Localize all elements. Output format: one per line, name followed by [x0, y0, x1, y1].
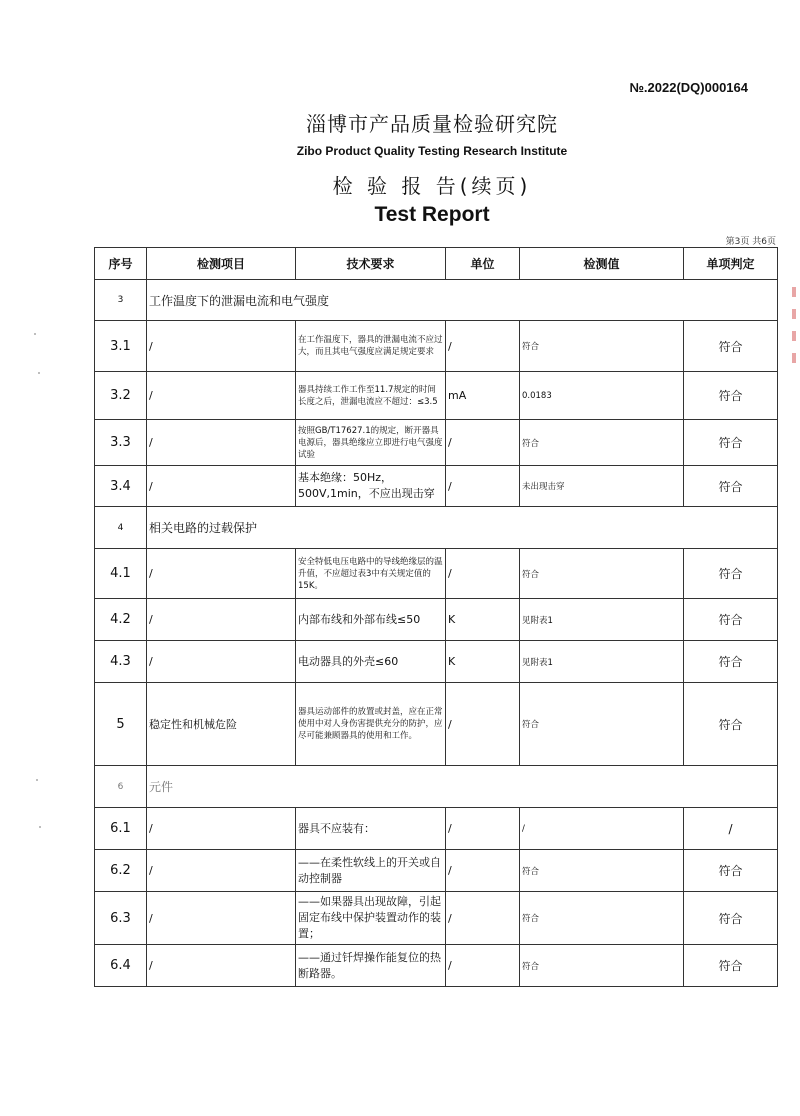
table-row: [95, 372, 778, 420]
table-row: [95, 466, 778, 507]
row-requirement: ——通过钎焊操作能复位的热断路器。: [296, 945, 446, 987]
row-judgement: 符合: [684, 420, 778, 466]
row-item: /: [147, 372, 296, 420]
row-number: 6.4: [95, 945, 147, 987]
row-unit: /: [446, 420, 520, 466]
row-item: /: [147, 892, 296, 945]
section-number: 6: [95, 766, 147, 808]
row-number: 3.3: [95, 420, 147, 466]
row-item: /: [147, 321, 296, 372]
row-value: 符合: [520, 321, 684, 372]
header-unit: 单位: [446, 248, 520, 280]
row-value: 符合: [520, 945, 684, 987]
table-row: [95, 321, 778, 372]
row-item: /: [147, 641, 296, 683]
section-number: 3: [95, 280, 147, 321]
row-value: 符合: [520, 420, 684, 466]
table-row: [95, 808, 778, 850]
row-judgement: 符合: [684, 892, 778, 945]
row-value: 未出现击穿: [520, 466, 684, 507]
report-title-cn: 检 验 报 告(续页): [332, 174, 532, 198]
row-item: /: [147, 466, 296, 507]
row-judgement: 符合: [684, 945, 778, 987]
table-row: [95, 420, 778, 466]
row-judgement: 符合: [684, 321, 778, 372]
row-requirement: 按照GB/T17627.1的规定，断开器具电源后，器具绝缘应立即进行电气强度试验: [296, 420, 446, 466]
row-requirement: 内部布线和外部布线≤50: [296, 599, 446, 641]
row-judgement: 符合: [684, 641, 778, 683]
table-row: [95, 641, 778, 683]
section-title: 相关电路的过载保护: [147, 507, 778, 549]
row-number: 6.1: [95, 808, 147, 850]
row-unit: K: [446, 599, 520, 641]
row-number: 4.3: [95, 641, 147, 683]
table-row: [95, 599, 778, 641]
row-number: 3.1: [95, 321, 147, 372]
header-value: 检测值: [520, 248, 684, 280]
row-unit: /: [446, 808, 520, 850]
row-judgement: /: [684, 808, 778, 850]
row-requirement: ——在柔性软线上的开关或自动控制器: [296, 850, 446, 892]
row-number: 3.2: [95, 372, 147, 420]
table-header-row: [95, 248, 778, 280]
row-item: 稳定性和机械危险: [147, 683, 296, 766]
row-item: /: [147, 850, 296, 892]
page-indicator: 第3页 共6页: [725, 237, 776, 247]
row-number: 5: [95, 683, 147, 766]
section-row: [95, 507, 778, 549]
header-item: 检测项目: [147, 248, 296, 280]
row-requirement: 器具不应装有：: [296, 808, 446, 850]
institute-name-cn: 淄博市产品质量检验研究院: [306, 112, 558, 136]
row-judgement: 符合: [684, 372, 778, 420]
row-item: /: [147, 420, 296, 466]
section-title: 元件: [147, 766, 778, 808]
test-report-table: [94, 247, 778, 987]
table-row: [95, 892, 778, 945]
row-requirement: 器具运动部件的放置或封盖，应在正常使用中对人身伤害提供充分的防护，应尽可能兼顾器具的使用和工作。: [296, 683, 446, 766]
row-judgement: 符合: [684, 549, 778, 599]
row-requirement: 器具持续工作工作至11.7规定的时间长度之后，泄漏电流应不超过：≤3.5: [296, 372, 446, 420]
table-row: [95, 850, 778, 892]
row-requirement: 安全特低电压电路中的导线绝缘层的温升值，不应超过表3中有关规定值的15K。: [296, 549, 446, 599]
row-unit: K: [446, 641, 520, 683]
row-value: 见附表1: [520, 599, 684, 641]
row-judgement: 符合: [684, 683, 778, 766]
row-item: /: [147, 549, 296, 599]
row-unit: /: [446, 549, 520, 599]
table-row: [95, 683, 778, 766]
row-unit: /: [446, 892, 520, 945]
row-requirement: 在工作温度下，器具的泄漏电流不应过大，而且其电气强度应满足规定要求: [296, 321, 446, 372]
scan-speck: [38, 372, 40, 374]
section-row: [95, 766, 778, 808]
institute-name-en: Zibo Product Quality Testing Research Institute: [296, 144, 568, 158]
row-number: 6.2: [95, 850, 147, 892]
header-requirement: 技术要求: [296, 248, 446, 280]
row-number: 4.2: [95, 599, 147, 641]
row-number: 4.1: [95, 549, 147, 599]
row-unit: /: [446, 683, 520, 766]
row-requirement: 电动器具的外壳≤60: [296, 641, 446, 683]
row-judgement: 符合: [684, 599, 778, 641]
row-value: /: [520, 808, 684, 850]
row-item: /: [147, 945, 296, 987]
scan-stamp-edge: [790, 275, 798, 425]
row-unit: /: [446, 945, 520, 987]
row-value: 见附表1: [520, 641, 684, 683]
row-item: /: [147, 808, 296, 850]
row-item: /: [147, 599, 296, 641]
row-unit: /: [446, 466, 520, 507]
header-judgement: 单项判定: [684, 248, 778, 280]
row-value: 符合: [520, 892, 684, 945]
row-number: 6.3: [95, 892, 147, 945]
row-unit: /: [446, 321, 520, 372]
row-judgement: 符合: [684, 466, 778, 507]
table-row: [95, 549, 778, 599]
report-title-en: Test Report: [374, 203, 490, 226]
row-requirement: ——如果器具出现故障，引起固定布线中保护装置动作的装置；: [296, 892, 446, 945]
section-number: 4: [95, 507, 147, 549]
section-title: 工作温度下的泄漏电流和电气强度: [147, 280, 778, 321]
scan-speck: [39, 826, 41, 828]
table-row: [95, 945, 778, 987]
row-value: 符合: [520, 850, 684, 892]
scan-speck: [34, 333, 36, 335]
row-value: 0.0183: [520, 372, 684, 420]
row-judgement: 符合: [684, 850, 778, 892]
row-number: 3.4: [95, 466, 147, 507]
row-value: 符合: [520, 683, 684, 766]
section-row: [95, 280, 778, 321]
row-unit: mA: [446, 372, 520, 420]
scan-speck: [36, 779, 38, 781]
row-requirement: 基本绝缘：50Hz，500V,1min，不应出现击穿: [296, 466, 446, 507]
header-no: 序号: [95, 248, 147, 280]
row-value: 符合: [520, 549, 684, 599]
report-number: №.2022(DQ)000164: [629, 80, 748, 95]
row-unit: /: [446, 850, 520, 892]
